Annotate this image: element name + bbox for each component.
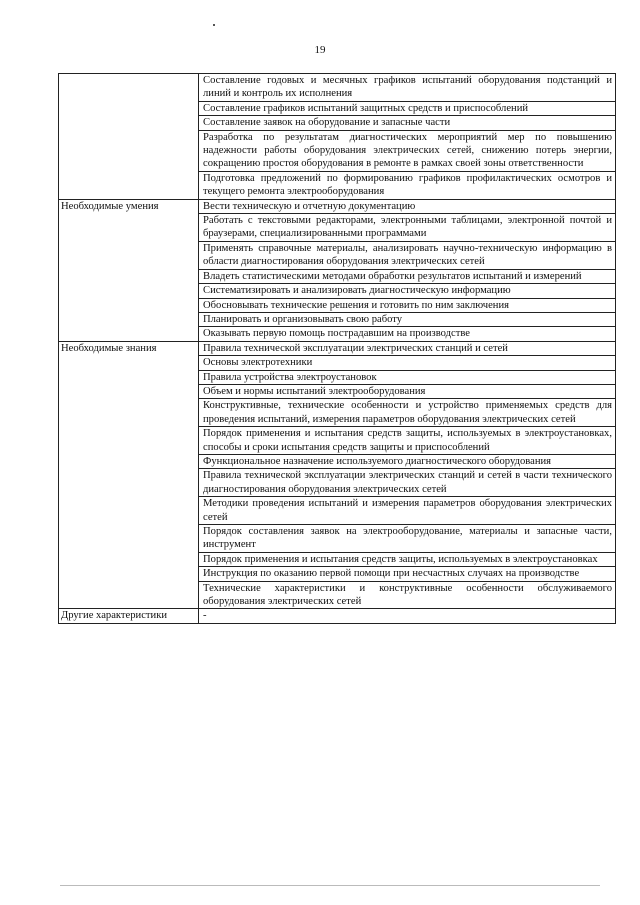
table-item: Порядок составления заявок на электрооборудование, материалы и запасные части, инструмент	[199, 525, 616, 553]
table-item: Правила технической эксплуатации электрических станций и сетей	[199, 341, 616, 355]
table-row	[59, 199, 616, 213]
table-item: Работать с текстовыми редакторами, электронными таблицами, электронной почтой и браузерами, специализированными программами	[199, 214, 616, 242]
table-item: Составление годовых и месячных графиков испытаний оборудования подстанций и линий и контроль их исполнения	[199, 74, 616, 102]
table-item: Вести техническую и отчетную документацию	[199, 199, 616, 213]
page-number: 19	[314, 44, 326, 56]
table-item: Правила технической эксплуатации электрических станций и сетей в части технического диагностирования оборудования электрических сетей	[199, 469, 616, 497]
table-item: Инструкция по оказанию первой помощи при несчастных случаях на производстве	[199, 567, 616, 581]
table-item: Применять справочные материалы, анализировать научно-техническую информацию в области диагностирования оборудования электрических сетей	[199, 241, 616, 269]
table-item: Разработка по результатам диагностических мероприятий мер по повышению надежности работы оборудования электрических сетей, снижению потерь энергии, сокращению простоя оборудования в ремонте в рамках своей зоны ответственности	[199, 130, 616, 171]
section-label: Необходимые знания	[59, 341, 199, 609]
table-row	[59, 341, 616, 355]
table-item: Планировать и организовывать свою работу	[199, 312, 616, 326]
table-item: Порядок применения и испытания средств защиты, используемых в электроустановках	[199, 552, 616, 566]
competency-table	[58, 73, 616, 624]
table-item: -	[199, 609, 616, 623]
table-item: Систематизировать и анализировать диагностическую информацию	[199, 284, 616, 298]
section-label: Необходимые умения	[59, 199, 199, 341]
table-item: Составление графиков испытаний защитных средств и приспособлений	[199, 101, 616, 115]
table-item: Основы электротехники	[199, 356, 616, 370]
competency-table-body	[59, 74, 616, 624]
table-item: Технические характеристики и конструктивные особенности обслуживаемого оборудования электрических сетей	[199, 581, 616, 609]
table-item: Подготовка предложений по формированию графиков профилактических осмотров и текущего ремонта электрооборудования	[199, 171, 616, 199]
scan-speck	[213, 24, 215, 26]
section-label: Другие характеристики	[59, 609, 199, 623]
table-item: Методики проведения испытаний и измерения параметров оборудования электрических сетей	[199, 497, 616, 525]
table-item: Порядок применения и испытания средств защиты, используемых в электроустановках, способы и сроки испытания средств защиты и приспособлений	[199, 427, 616, 455]
table-item: Функциональное назначение используемого диагностического оборудования	[199, 454, 616, 468]
bottom-rule	[60, 885, 600, 886]
table-item: Конструктивные, технические особенности и устройство применяемых средств для проведения испытаний, измерения параметров оборудования электрических сетей	[199, 399, 616, 427]
table-row	[59, 74, 616, 102]
table-item: Оказывать первую помощь пострадавшим на производстве	[199, 327, 616, 341]
table-item: Правила устройства электроустановок	[199, 370, 616, 384]
table-row	[59, 609, 616, 623]
table-item: Составление заявок на оборудование и запасные части	[199, 116, 616, 130]
table-item: Обосновывать технические решения и готовить по ним заключения	[199, 298, 616, 312]
table-item: Объем и нормы испытаний электрооборудования	[199, 384, 616, 398]
table-item: Владеть статистическими методами обработки результатов испытаний и измерений	[199, 269, 616, 283]
section-label-empty	[59, 74, 199, 200]
